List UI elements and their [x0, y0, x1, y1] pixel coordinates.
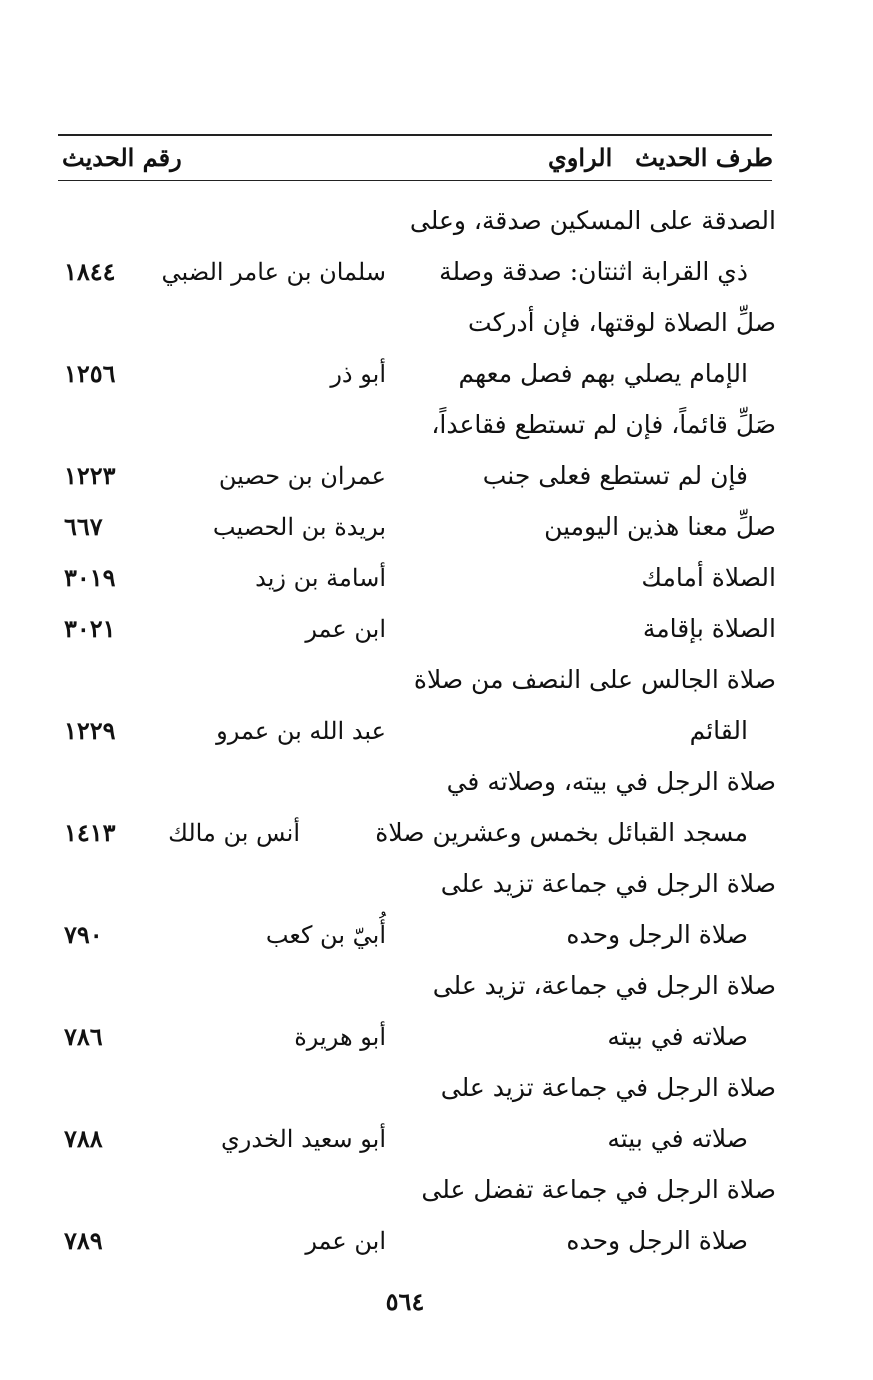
- hadith-text: صلاة الجالس على النصف من صلاة: [413, 665, 776, 694]
- hadith-number: ٧٨٩: [64, 1226, 103, 1255]
- table-row: [58, 453, 778, 504]
- hadith-text: صَلِّ قائماً، فإن لم تستطع فقاعداً،: [431, 410, 776, 439]
- hadith-number: ٧٩٠: [64, 920, 103, 949]
- hadith-number: ١٨٤٤: [64, 257, 116, 286]
- narrator: عمران بن حصين: [218, 462, 386, 490]
- narrator: عبد الله بن عمرو: [216, 717, 386, 745]
- hadith-text: صلِّ الصلاة لوقتها، فإن أدركت: [468, 308, 776, 337]
- hadith-text: صلاة الرجل وحده: [566, 1226, 748, 1255]
- hadith-text: صلاة الرجل في بيته، وصلاته في: [446, 767, 776, 796]
- table-row: [58, 1218, 778, 1269]
- table-row: [58, 963, 778, 1014]
- header-bottom-rule: [58, 180, 772, 181]
- column-header-hadith-text: طرف الحديث: [635, 143, 773, 172]
- narrator: سلمان بن عامر الضبي: [161, 258, 386, 286]
- narrator: ابن عمر: [305, 615, 386, 643]
- hadith-text: صلِّ معنا هذين اليومين: [544, 512, 776, 541]
- column-header-narrator: الراوي: [548, 143, 613, 172]
- hadith-number: ٣٠١٩: [64, 563, 116, 592]
- hadith-number: ١٢٢٩: [64, 716, 116, 745]
- hadith-text: الإمام يصلي بهم فصل معهم: [458, 359, 748, 388]
- table-row: [58, 1116, 778, 1167]
- hadith-index-table: [58, 198, 778, 1269]
- hadith-text: ذي القرابة اثنتان: صدقة وصلة: [439, 257, 748, 286]
- narrator: أسامة بن زيد: [255, 564, 386, 592]
- table-row: [58, 1014, 778, 1065]
- hadith-text: فإن لم تستطع فعلى جنب: [482, 461, 748, 490]
- hadith-number: ٧٨٦: [64, 1022, 103, 1051]
- narrator: أبو هريرة: [294, 1023, 386, 1051]
- narrator: أبو سعيد الخدري: [221, 1125, 386, 1153]
- table-row: [58, 708, 778, 759]
- narrator: ابن عمر: [305, 1227, 386, 1255]
- column-header-hadith-number: رقم الحديث: [62, 143, 182, 172]
- table-row: [58, 759, 778, 810]
- hadith-number: ١٢٢٣: [64, 461, 116, 490]
- table-row: [58, 555, 778, 606]
- header-top-rule: [58, 134, 772, 136]
- table-row: [58, 810, 778, 861]
- table-row: [58, 657, 778, 708]
- table-row: [58, 198, 778, 249]
- narrator: أبو ذر: [330, 360, 386, 388]
- table-row: [58, 912, 778, 963]
- narrator: أنس بن مالك: [168, 819, 300, 847]
- table-row: [58, 249, 778, 300]
- table-row: [58, 861, 778, 912]
- table-row: [58, 606, 778, 657]
- hadith-number: ٦٦٧: [64, 512, 103, 541]
- table-row: [58, 300, 778, 351]
- hadith-number: ١٤١٣: [64, 818, 116, 847]
- hadith-text: الصدقة على المسكين صدقة، وعلى: [409, 206, 776, 235]
- narrator: بريدة بن الحصيب: [212, 513, 386, 541]
- hadith-text: صلاة الرجل في جماعة تزيد على: [440, 869, 776, 898]
- hadith-text: القائم: [689, 716, 748, 745]
- hadith-number: ١٢٥٦: [64, 359, 116, 388]
- hadith-number: ٧٨٨: [64, 1124, 103, 1153]
- table-row: [58, 402, 778, 453]
- narrator: أُبيّ بن كعب: [265, 921, 386, 949]
- hadith-text: الصلاة أمامك: [641, 563, 776, 592]
- page-number: ٥٦٤: [385, 1287, 425, 1316]
- table-row: [58, 1167, 778, 1218]
- hadith-text: صلاته في بيته: [607, 1022, 748, 1051]
- table-row: [58, 1065, 778, 1116]
- hadith-text: صلاة الرجل وحده: [566, 920, 748, 949]
- table-row: [58, 504, 778, 555]
- hadith-text: مسجد القبائل بخمس وعشرين صلاة: [375, 818, 748, 847]
- table-row: [58, 351, 778, 402]
- hadith-text: صلاة الرجل في جماعة تزيد على: [440, 1073, 776, 1102]
- hadith-number: ٣٠٢١: [64, 614, 116, 643]
- hadith-text: صلاة الرجل في جماعة تفضل على: [421, 1175, 776, 1204]
- hadith-text: صلاته في بيته: [607, 1124, 748, 1153]
- hadith-text: صلاة الرجل في جماعة، تزيد على: [432, 971, 776, 1000]
- hadith-text: الصلاة بإقامة: [642, 614, 776, 643]
